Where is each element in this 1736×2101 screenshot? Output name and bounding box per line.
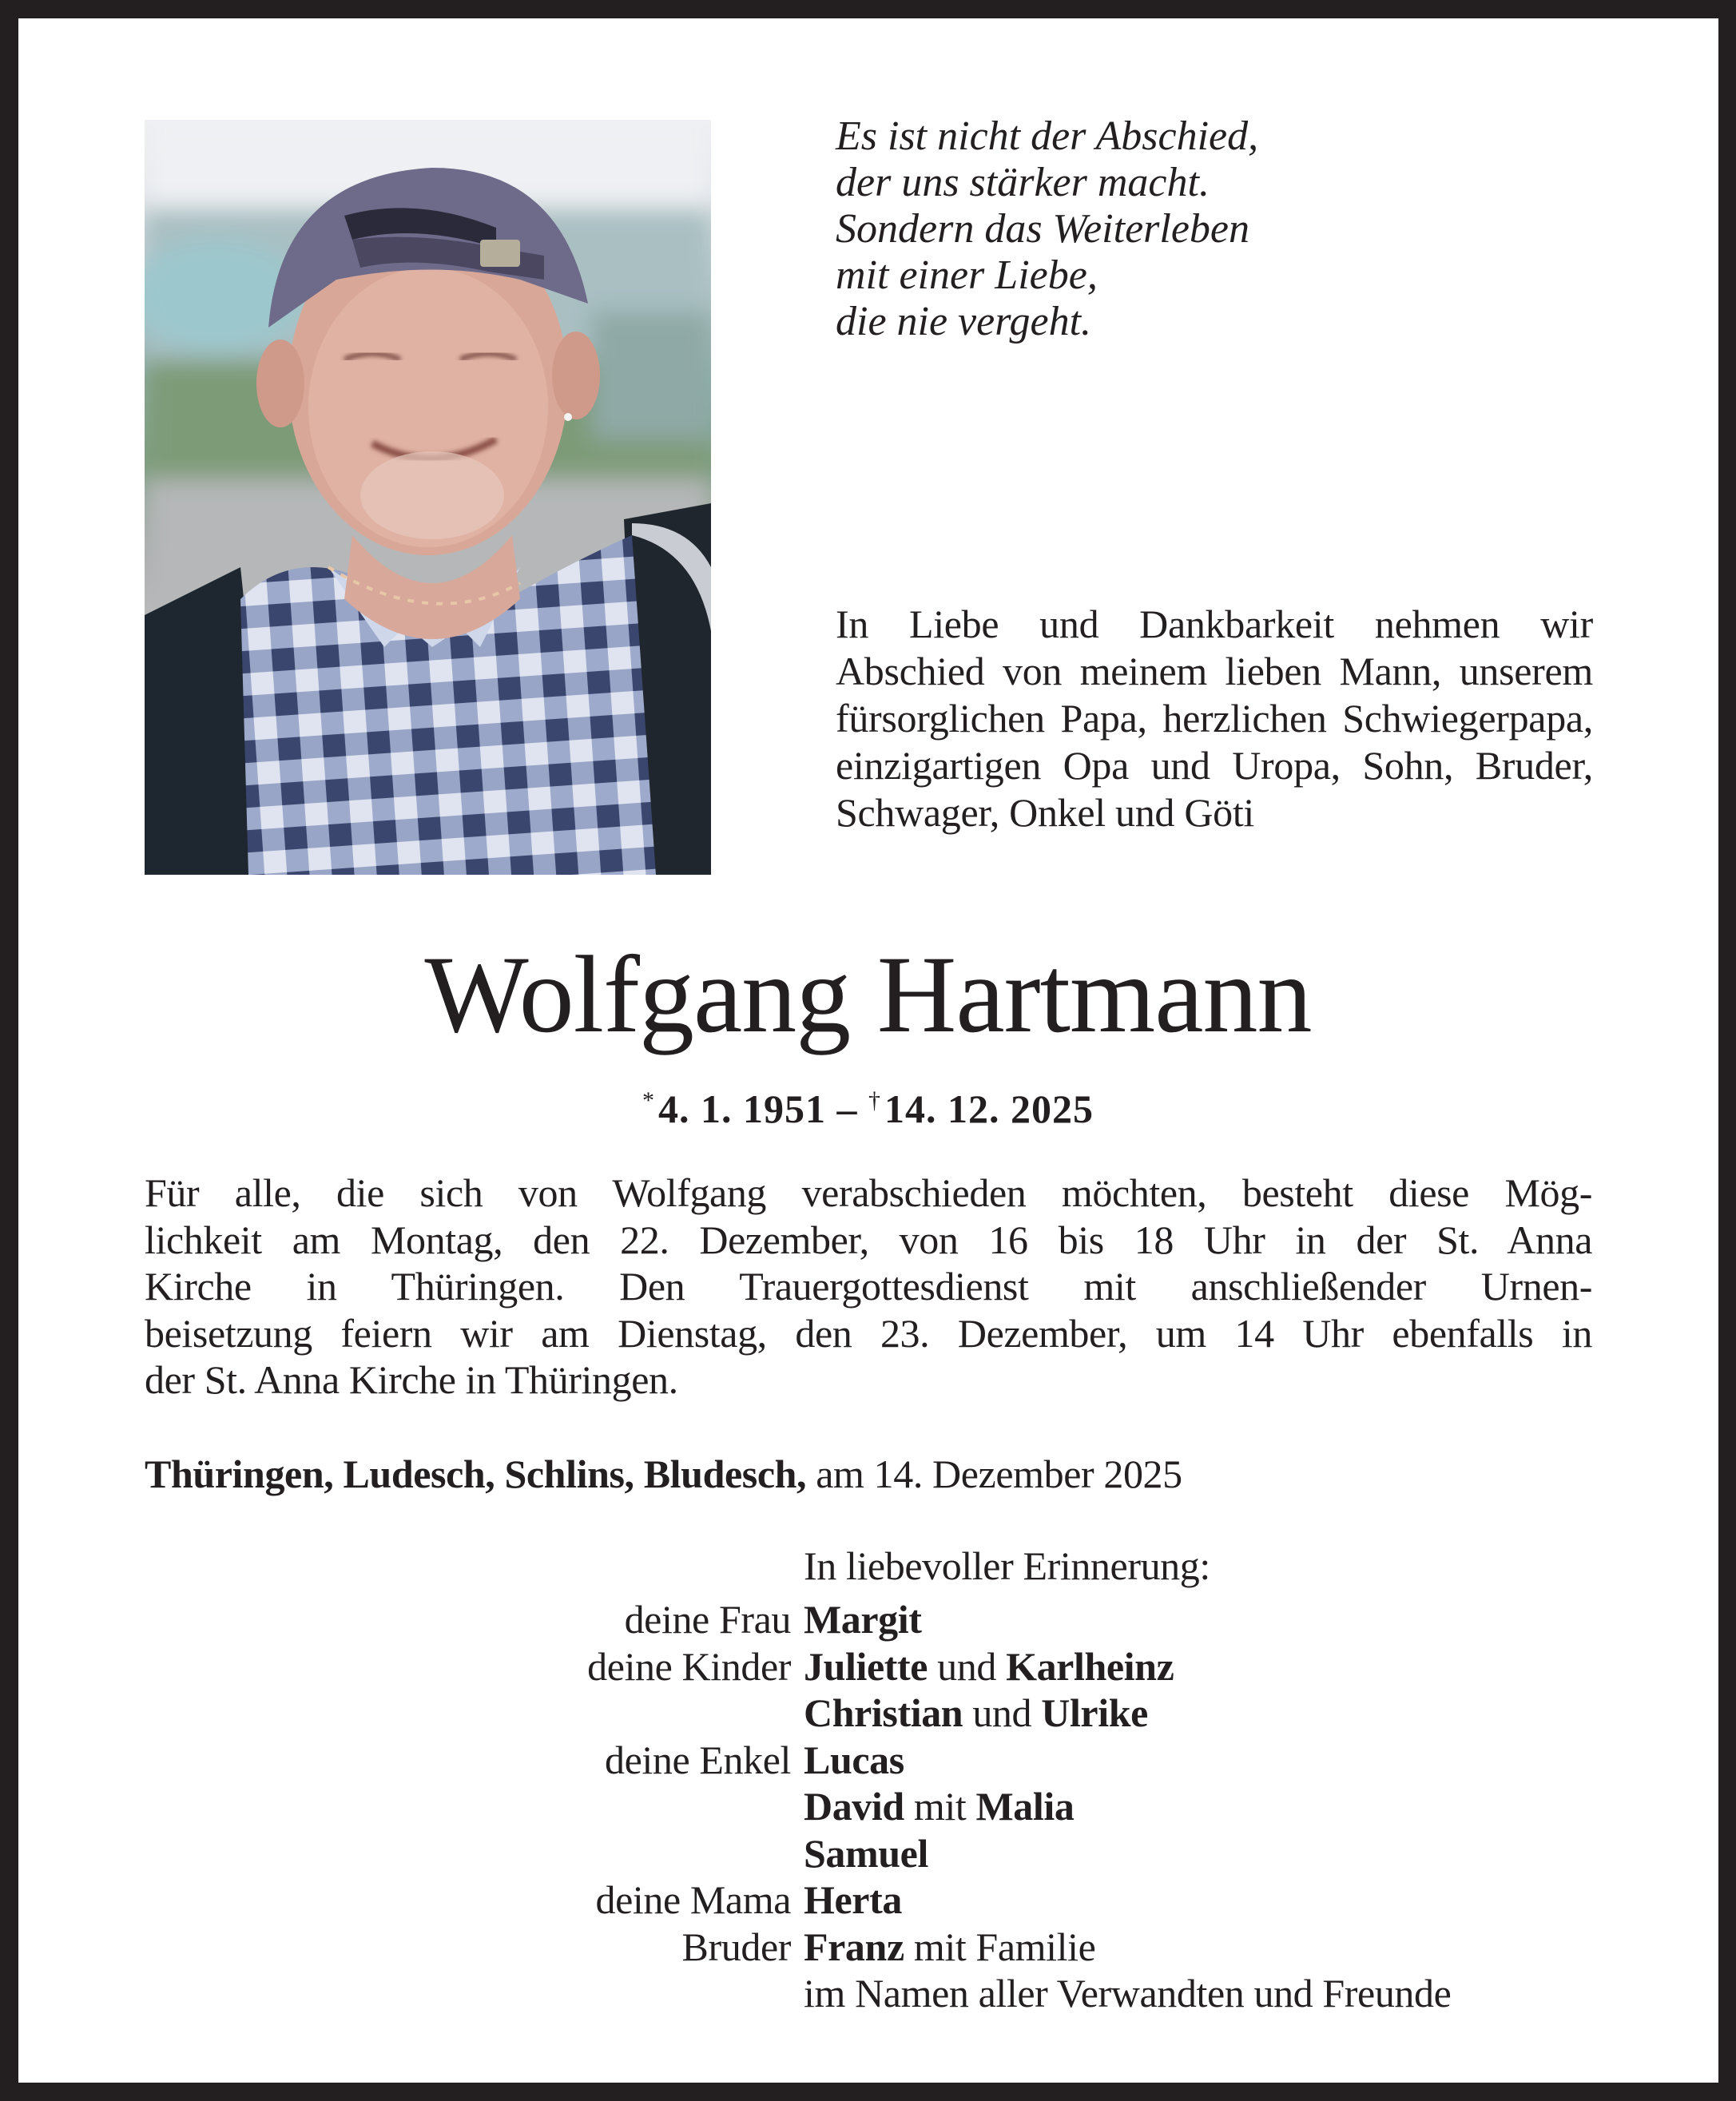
announcement-line: Für alle, die sich von Wolfgang verabschieden möchten, besteht diese Mög- [145,1170,1592,1215]
memorial-quote [836,113,1395,345]
mourner-name: Lucas [804,1737,904,1782]
mourner-name: Malia [975,1784,1075,1829]
birth-date: 4. 1. 1951 [658,1086,826,1131]
connector-text: mit [904,1784,976,1829]
quote-line: Sondern das Weiterleben [836,206,1249,252]
mourner-name: Christian [804,1690,963,1735]
relation-label: deine Mama [595,1877,791,1922]
funeral-announcement [145,1170,1592,1404]
connector-text: mit Familie [904,1924,1096,1969]
quote-line: mit einer Liebe, [836,252,1098,298]
connector-text: und [928,1643,1007,1689]
birth-star-icon: * [642,1087,655,1114]
connector-text: und [963,1690,1042,1735]
mourner-name: Juliette [804,1643,928,1689]
member-names [804,1783,1074,1830]
member-names [804,1643,1174,1690]
mourner-row [0,1877,1736,1924]
relation-label: deine Enkel [604,1737,791,1782]
member-names [804,1877,902,1924]
connector-text: im Namen aller Verwandten und Freunde [804,1971,1452,2016]
announcement-line: lichkeit am Montag, den 22. Dezember, von 16 bis 18 Uhr in der St. Anna [145,1217,1592,1262]
quote-line: die nie vergeht. [836,299,1092,344]
mourner-name: Samuel [804,1830,928,1876]
mourner-row [0,1690,1736,1737]
place-and-date [145,1450,1182,1498]
portrait-photo [145,120,711,875]
member-names [804,1596,922,1643]
member-names [804,1924,1095,1971]
mourner-name: Margit [804,1597,922,1642]
announcement-line: Kirche in Thüringen. Den Trauergottesdienst mit anschließender Urnen- [145,1264,1592,1309]
farewell-intro: In Liebe und Dankbarkeit nehmen wir Abschied von meinem lieben Mann, unserem fürsorglichen Papa, herzlichen Schwiegerpapa, einzigartigen Opa und Uropa, Sohn, Bruder, Schwager, Onkel und Göti [836,602,1593,835]
mourner-name: David [804,1784,904,1829]
member-names [804,1830,928,1877]
announcement-line: beisetzung feiern wir am Dienstag, den 23. Dezember, um 14 Uhr ebenfalls in [145,1310,1592,1356]
relation-label: deine Kinder [587,1643,791,1689]
mourner-name: Franz [804,1924,904,1969]
mourner-name: Karlheinz [1006,1643,1174,1689]
mourner-row [0,1970,1736,2017]
quote-line: Es ist nicht der Abschied, [836,113,1259,159]
portrait-illustration [145,120,711,875]
relation-label: Bruder [681,1924,791,1969]
mourner-name: Ulrike [1041,1690,1148,1735]
mourner-row [0,1737,1736,1784]
member-names [804,1737,904,1784]
announcement-line: der St. Anna Kirche in Thüringen. [145,1357,678,1402]
date-separator: – [826,1086,868,1131]
mourner-row [0,1596,1736,1643]
announcement-date: am 14. Dezember 2025 [806,1452,1182,1496]
relation-label: deine Frau [624,1597,791,1642]
mourner-row [0,1924,1736,1971]
life-dates [0,1077,1736,1133]
death-cross-icon: † [868,1087,881,1114]
places: Thüringen, Ludesch, Schlins, Bludesch, [145,1452,807,1496]
death-date: 14. 12. 2025 [884,1086,1094,1131]
mourner-row [0,1830,1736,1877]
deceased-name: Wolfgang Hartmann [424,933,1312,1055]
quote-line: der uns stärker macht. [836,160,1210,205]
memory-heading: In liebevoller Erinnerung: [804,1543,1210,1588]
mourners-list [0,1596,1736,2017]
mourner-row [0,1783,1736,1830]
member-names [804,1970,1451,2017]
mourner-row [0,1643,1736,1690]
mourner-name: Herta [804,1877,902,1922]
member-names [804,1690,1148,1737]
